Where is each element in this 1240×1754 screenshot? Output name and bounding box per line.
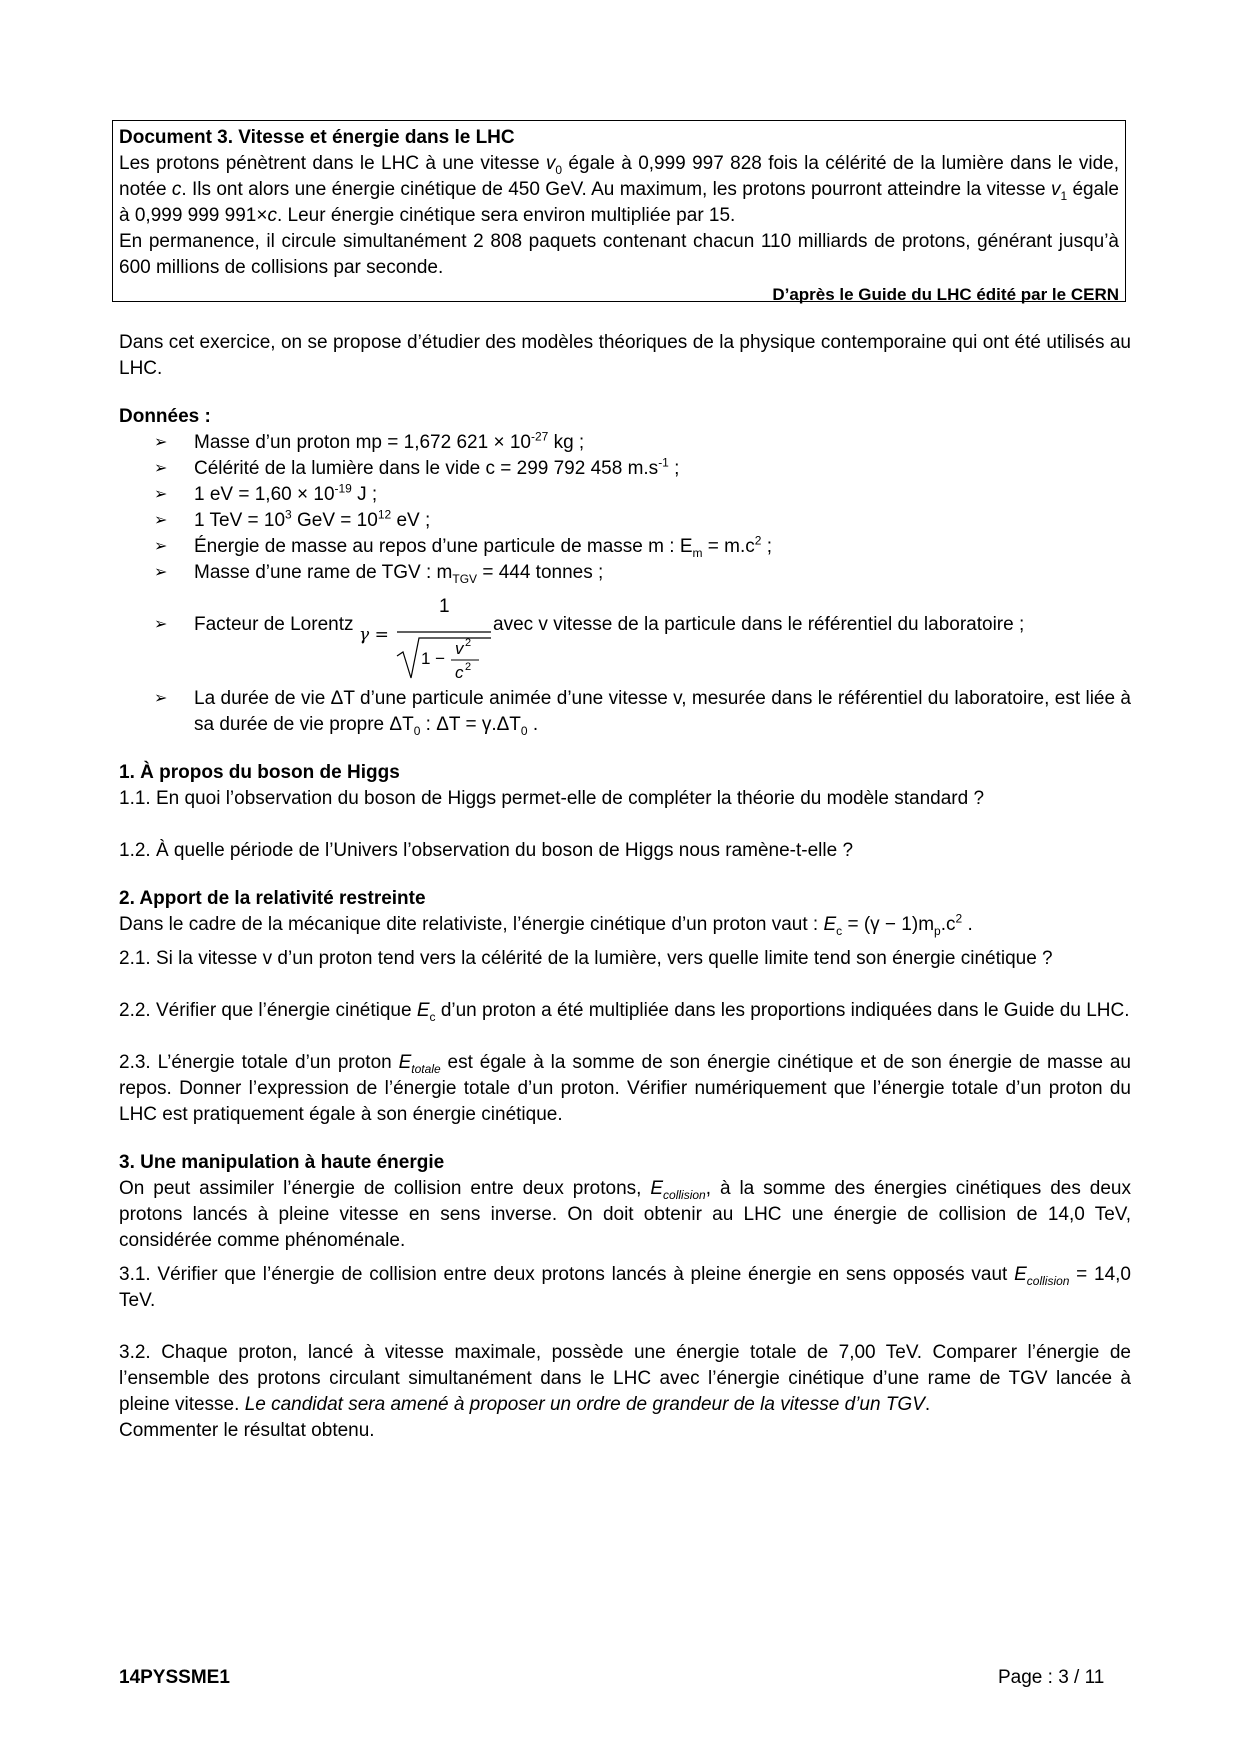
intro-paragraph: Dans cet exercice, on se propose d’étudier des modèles théoriques de la physique contemporaine qui ont été utilisés au LHC. — [119, 332, 1131, 379]
sup: 3 — [285, 507, 292, 522]
text: On peut assimiler l’énergie de collision entre deux protons, — [119, 1178, 651, 1199]
text: 3.2. Chaque proton, lancé à vitesse maximale, possède une énergie totale de 7,00 TeV. Comparer l’énergie de l’ensemble des protons circulant simultanément dans le LHC avec l’énergie cinétique d’une rame de TGV lancée à pleine vitesse. — [119, 1342, 1131, 1415]
gamma-symbol: γ = — [359, 625, 389, 645]
text: = (γ − 1)m — [842, 914, 935, 935]
section-2-intro — [119, 912, 1131, 938]
var-v1: v — [1050, 179, 1061, 200]
text: . Ils ont alors une énergie cinétique de 450 GeV. Au maximum, les protons pourront atteindre la vitesse — [181, 179, 1051, 200]
sub: 1 — [1060, 188, 1068, 203]
sub: c — [429, 1009, 436, 1024]
question-3-2 — [119, 1340, 1131, 1418]
text: . — [527, 714, 539, 735]
sub: 0 — [413, 723, 421, 738]
text: Masse d’une rame de TGV : m — [194, 562, 453, 583]
frac-numerator: 1 — [439, 596, 450, 617]
sup: 2 — [465, 637, 472, 649]
donnee-tev — [119, 508, 1131, 534]
text: Les protons pénètrent dans le LHC à une vitesse — [119, 153, 546, 174]
var-c: c — [455, 663, 464, 680]
var-e: E — [1014, 1264, 1027, 1285]
question-2-2 — [119, 998, 1131, 1024]
sup: -1 — [658, 455, 669, 470]
bullet-arrow-icon: ➢ — [154, 512, 168, 529]
section-3-intro — [119, 1176, 1131, 1254]
sup: -19 — [334, 481, 352, 496]
bullet-arrow-icon: ➢ — [154, 486, 168, 503]
sub: c — [836, 923, 843, 938]
text: d’un proton a été multipliée dans les proportions indiquées dans le Guide du LHC. — [435, 1000, 1130, 1021]
section-1-title: 1. À propos du boson de Higgs — [119, 762, 400, 783]
bullet-arrow-icon: ➢ — [154, 434, 168, 451]
donnees-title: Données : — [119, 406, 211, 427]
text: égale à 0,999 999 991× — [119, 179, 1119, 226]
sub: m — [692, 545, 703, 560]
sup: 2 — [754, 533, 762, 548]
sub: p — [934, 923, 941, 938]
lorentz-after: avec v vitesse de la particule dans le référentiel du laboratoire ; — [493, 614, 1025, 635]
text: La durée de vie ΔT d’une particule animée d’une vitesse v, mesurée dans le référentiel du laboratoire, est liée à sa durée de vie propre ΔT — [194, 688, 1131, 735]
sub: TGV — [452, 571, 478, 586]
sub: collision — [1026, 1273, 1070, 1288]
text: . Leur énergie cinétique sera environ multipliée par 15. — [276, 205, 736, 226]
donnee-energie-masse — [119, 534, 1131, 560]
question-3-2-comment: Commenter le résultat obtenu. — [119, 1420, 375, 1441]
text: .c — [940, 914, 956, 935]
text: . — [924, 1394, 931, 1415]
document-3-paragraph-2: En permanence, il circule simultanément 2 808 paquets contenant chacun 110 milliards de protons, générant jusqu’à 600 millions de collisions par seconde. — [119, 231, 1119, 278]
bullet-arrow-icon: ➢ — [154, 564, 168, 581]
var-c: c — [171, 179, 182, 200]
text: = 14,0 TeV. — [119, 1264, 1131, 1311]
var-v0: v — [545, 153, 556, 174]
text: eV ; — [391, 510, 431, 531]
document-3-box — [112, 120, 1126, 302]
var-e: E — [650, 1178, 664, 1199]
text: p = 1,672 621 × 10 — [371, 432, 531, 453]
text: 1 TeV = 10 — [194, 510, 286, 531]
text: ; — [668, 458, 680, 479]
question-1-1: 1.1. En quoi l’observation du boson de Higgs permet-elle de compléter la théorie du modèle standard ? — [119, 788, 985, 809]
document-3-source: D’après le Guide du LHC édité par le CERN — [772, 285, 1119, 304]
var-v: v — [455, 639, 464, 658]
main-content — [119, 330, 1131, 1444]
var-e: E — [398, 1052, 412, 1073]
text: . — [962, 914, 973, 935]
text: GeV = 10 — [291, 510, 378, 531]
var-c: c — [267, 205, 277, 226]
var-e: E — [416, 1000, 430, 1021]
text: J ; — [351, 484, 378, 505]
donnee-duree-vie — [119, 686, 1131, 738]
text: , à la somme des énergies cinétiques des deux protons lancés à pleine vitesse en sens inverse. On doit obtenir au LHC une énergie de collision de 14,0 TeV, considérée comme phénoménale. — [119, 1178, 1131, 1251]
donnees-list — [119, 430, 1131, 738]
sup: 2 — [465, 661, 472, 673]
text: = m.c — [702, 536, 755, 557]
donnee-proton-mass — [119, 430, 1131, 456]
document-3-paragraph-1 — [119, 151, 1119, 229]
question-2-3 — [119, 1050, 1131, 1128]
donnee-lorentz — [119, 590, 1131, 680]
question-3-1 — [119, 1262, 1131, 1314]
text: kg ; — [548, 432, 585, 453]
sup: -27 — [530, 429, 549, 444]
text: Masse d’un proton m — [194, 432, 372, 453]
sub: totale — [411, 1061, 441, 1076]
text: : ΔT = γ.ΔT — [420, 714, 521, 735]
donnee-tgv — [119, 560, 1131, 586]
text: est égale à la somme de son énergie cinétique et de son énergie de masse au repos. Donner l’expression de l’énergie totale d’un proton. Vérifier numériquement que l’énergie totale d’un proton du LHC est pratiquement égale à son énergie cinétique. — [119, 1052, 1132, 1125]
var-e: E — [823, 914, 837, 935]
sup: 12 — [377, 507, 392, 522]
section-3-title: 3. Une manipulation à haute énergie — [119, 1152, 445, 1173]
bullet-arrow-icon: ➢ — [154, 690, 168, 707]
sub: collision — [663, 1187, 706, 1202]
footer-code: 14PYSSME1 — [119, 1667, 230, 1688]
section-2-title: 2. Apport de la relativité restreinte — [119, 888, 426, 909]
text: 1 eV = 1,60 × 10 — [194, 484, 335, 505]
footer-page-number: Page : 3 / 11 — [998, 1667, 1105, 1688]
text: 2.3. L’énergie totale d’un proton — [119, 1052, 399, 1073]
one-minus: 1 − — [421, 649, 446, 668]
question-2-1: 2.1. Si la vitesse v d’un proton tend vers la célérité de la lumière, vers quelle limite tend son énergie cinétique ? — [119, 948, 1053, 969]
bullet-arrow-icon: ➢ — [154, 460, 168, 477]
sub: 0 — [520, 723, 528, 738]
text: 3.1. Vérifier que l’énergie de collision entre deux protons lancés à pleine énergie en sens opposés vaut — [119, 1264, 1015, 1285]
text: = 444 tonnes ; — [477, 562, 604, 583]
lorentz-label: Facteur de Lorentz — [194, 614, 354, 635]
sup: 2 — [955, 911, 963, 926]
text: Célérité de la lumière dans le vide c = 299 792 458 m.s — [194, 458, 659, 479]
italic-text: Le candidat sera amené à proposer un ordre de grandeur de la vitesse d’un TGV — [244, 1394, 925, 1415]
lorentz-formula — [359, 590, 499, 680]
bullet-arrow-icon: ➢ — [154, 538, 168, 555]
text: Énergie de masse au repos d’une particule de masse m : E — [194, 536, 693, 557]
text: égale à 0,999 997 828 fois la célérité de la lumière dans le vide, notée — [119, 153, 1119, 200]
question-1-2: 1.2. À quelle période de l’Univers l’observation du boson de Higgs nous ramène-t-elle ? — [119, 840, 854, 861]
text: ; — [761, 536, 773, 557]
donnee-celerite — [119, 456, 1131, 482]
sub: 0 — [555, 162, 563, 177]
document-3-title: Document 3. Vitesse et énergie dans le LHC — [119, 127, 515, 148]
text: 2.2. Vérifier que l’énergie cinétique — [119, 1000, 417, 1021]
text: Dans le cadre de la mécanique dite relativiste, l’énergie cinétique d’un proton vaut : — [119, 914, 824, 935]
donnee-ev — [119, 482, 1131, 508]
bullet-arrow-icon: ➢ — [154, 616, 168, 633]
